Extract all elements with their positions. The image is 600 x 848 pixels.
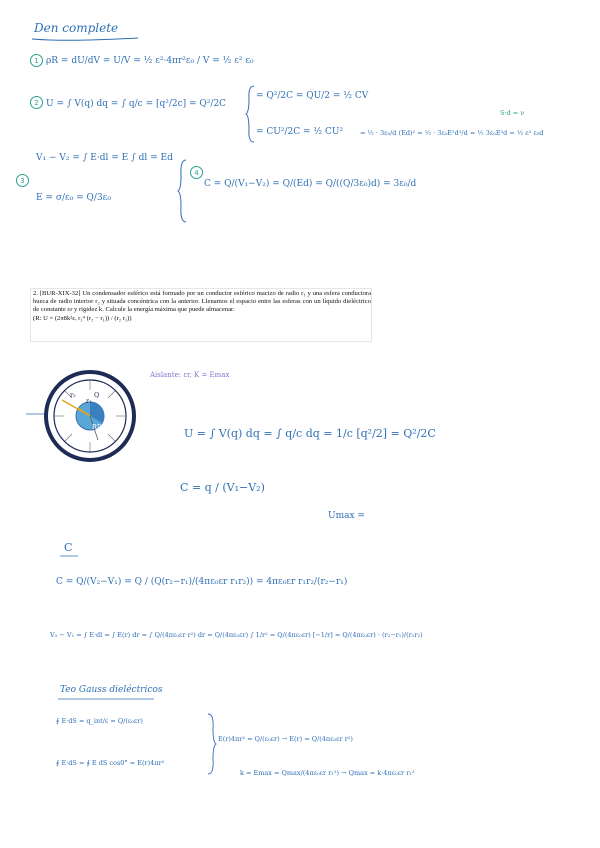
gauss-heading: Teo Gauss dieléctricos: [60, 685, 163, 695]
brace-section3: [178, 158, 188, 224]
energy-alt-form-1: = Q²/2C = QU/2 = ½ CV: [256, 91, 369, 101]
umax-label: Umax =: [328, 511, 365, 521]
energy-integral-equation: U = ∫ V(q) dq = ∫ q/c = [q²/2c] = Q²/2C: [46, 99, 227, 109]
capacitance-equation: C = Q/(V₁−V₂) = Q/(Ed) = Q/((Q/3ε₀)d) = 3ε₀/d: [204, 179, 417, 189]
brace-gauss: [206, 712, 216, 776]
energy-density-equation: ρR = dU/dV = U/V = ½ ε²·4πr²ε₀ / V = ½ ε² ε₀: [46, 56, 254, 66]
diagram-label-q: Q: [94, 391, 100, 399]
potential-integral-eq: V₂ − V₁ = ∫ E·dl = ∫ E(r) dr = ∫ Q/(4πε₀εr r²) dr = Q/(4πε₀εr) ∫ 1/r² = Q/(4πε₀εr) [−1/r] = Q/(4πε₀εr) · (r₂−r₁)/(r₁r₂): [50, 631, 423, 639]
title-underline: [30, 36, 140, 42]
side-note: S·d = ν: [500, 109, 525, 117]
page-title: Den complete: [34, 21, 119, 35]
step-4-badge: 4: [190, 166, 203, 179]
diagram-label-r2: r₂: [70, 391, 76, 399]
step-1-badge: 1: [30, 54, 43, 67]
problem-answer: (R: U = (2π8k²εᵣ r₁⁴ (r₂ − r₁)) / (r₂ r₁)): [33, 314, 132, 322]
gauss-eq-2: ∮ E·dS = ∮ E dS cos0° = E(r)4πr²: [56, 759, 165, 767]
step-2-badge: 2: [30, 96, 43, 109]
energy-integral-eq-2: U = ∫ V(q) dq = ∫ q/c dq = 1/c [q²/2] = Q²/2C: [184, 427, 436, 440]
diagram-label-rr: RR: [92, 423, 102, 431]
diagram-label-r1: r₁: [86, 397, 92, 405]
c-underline: [60, 554, 80, 558]
potential-difference-equation: V₁ − V₂ = ∫ E·dl = E ∫ dl = Ed: [36, 153, 173, 163]
capacitance-def-eq: C = q / (V₁−V₂): [180, 481, 265, 494]
diagram-pointer: [26, 410, 46, 418]
c-label: C: [64, 541, 73, 554]
energy-alt-form-3: = ½ · 3ε₀/d (Ed)² = ½ · 3ε₀E²d²/d = ½ 3ε₀E²d = ½ ε² ε₀d: [360, 129, 544, 137]
problem-text: 2. [BUR-XIX-32] Un condensador esférico está formado por un conductor esférico macizo de radio r₁ y una esfera conductora hueca de radio interior r₂ y situada concéntrica con la anterior. Llenamos el espacio entre las esferas con un líquido dieléctrico de constante εr y rigidez k. Calcule la energía máxima que puede almacenar.: [33, 290, 371, 314]
aislante-note: Aislante: εr, K = Emax: [150, 371, 230, 379]
gauss-eq-4: k = Emax = Qmax/(4πε₀εr r₁²) → Qmax = k·4πε₀εr r₁²: [240, 769, 415, 777]
gauss-eq-3: E(r)4πr² = Q/(ε₀εr) → E(r) = Q/(4πε₀εr r²): [218, 735, 353, 743]
capacitance-spherical-eq: C = Q/(V₂−V₁) = Q / (Q(r₂−r₁)/(4πε₀εr r₁r₂)) = 4πε₀εr r₁r₂/(r₂−r₁): [56, 577, 348, 587]
step-3-badge: 3: [16, 174, 29, 187]
spherical-capacitor-diagram: [40, 366, 140, 466]
brace-section1: [246, 84, 256, 144]
gauss-underline: [58, 697, 158, 701]
problem-statement: [33, 290, 371, 323]
field-equation: E = σ/ε₀ = Q/3ε₀: [36, 193, 111, 203]
energy-alt-form-2: = CU²/2C = ½ CU²: [256, 127, 344, 137]
gauss-eq-1: ∮ E·dS = q_int/ε = Q/(ε₀εr): [56, 717, 143, 725]
